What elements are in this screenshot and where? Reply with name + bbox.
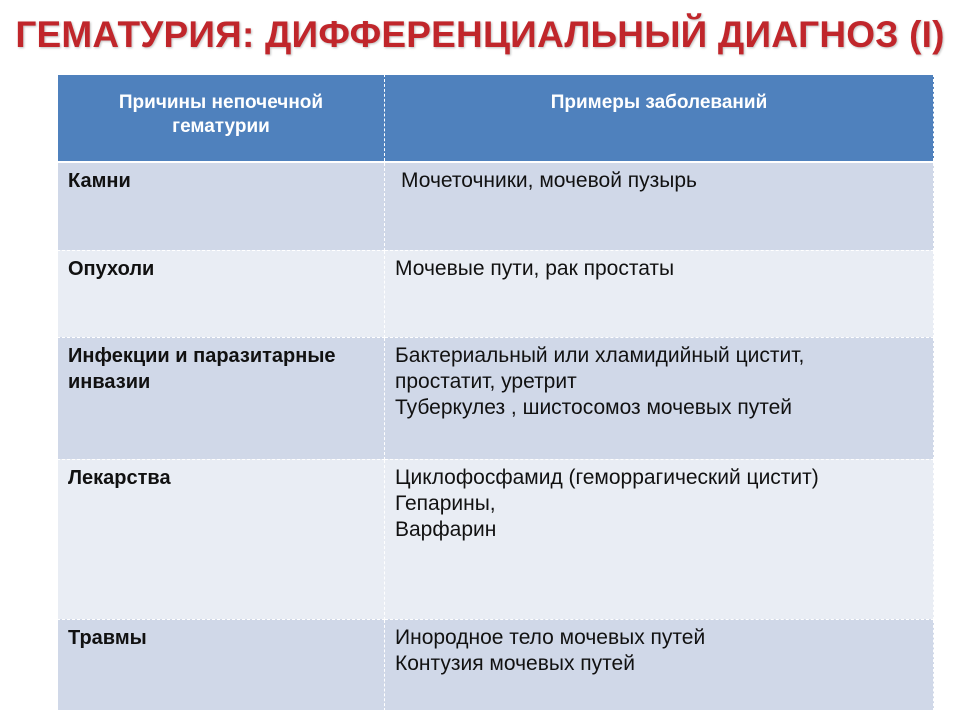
examples-cell xyxy=(385,459,934,619)
example-line: Мочеточники, мочевой пузырь xyxy=(401,169,697,192)
header-causes: Причины непочечной гематурии xyxy=(58,75,385,163)
example-line: Контузия мочевых путей xyxy=(395,651,635,675)
example-line: Туберкулез , шистосомоз мочевых путей xyxy=(395,395,793,419)
cause-cell: Опухоли xyxy=(58,250,385,337)
table-header-row xyxy=(58,75,934,163)
example-line: Гепарины, xyxy=(395,491,496,515)
header-examples: Примеры заболеваний xyxy=(385,75,934,163)
example-line: Инородное тело мочевых путей xyxy=(395,625,706,649)
diagnosis-table xyxy=(57,74,933,708)
cause-cell: Травмы xyxy=(58,619,385,710)
example-line: Мочевые пути, рак простаты xyxy=(395,256,675,280)
slide-title: ГЕМАТУРИЯ: ДИФФЕРЕНЦИАЛЬНЫЙ ДИАГНОЗ (I) xyxy=(15,14,945,55)
example-line: Циклофосфамид (геморрагический цистит) xyxy=(395,465,819,489)
table-row xyxy=(58,337,934,459)
examples-cell xyxy=(385,162,934,250)
examples-cell xyxy=(385,250,934,337)
table-row xyxy=(58,619,934,710)
table-row xyxy=(58,250,934,337)
cause-cell: Инфекции и паразитарные инвазии xyxy=(58,337,385,459)
cause-cell: Камни xyxy=(58,162,385,250)
cause-cell: Лекарства xyxy=(58,459,385,619)
example-line: простатит, уретрит xyxy=(395,369,577,393)
table-row xyxy=(58,459,934,619)
examples-cell xyxy=(385,619,934,710)
examples-cell xyxy=(385,337,934,459)
example-line: Бактериальный или хламидийный цистит, xyxy=(395,343,805,367)
example-line: Варфарин xyxy=(395,517,497,541)
table-row xyxy=(58,162,934,250)
